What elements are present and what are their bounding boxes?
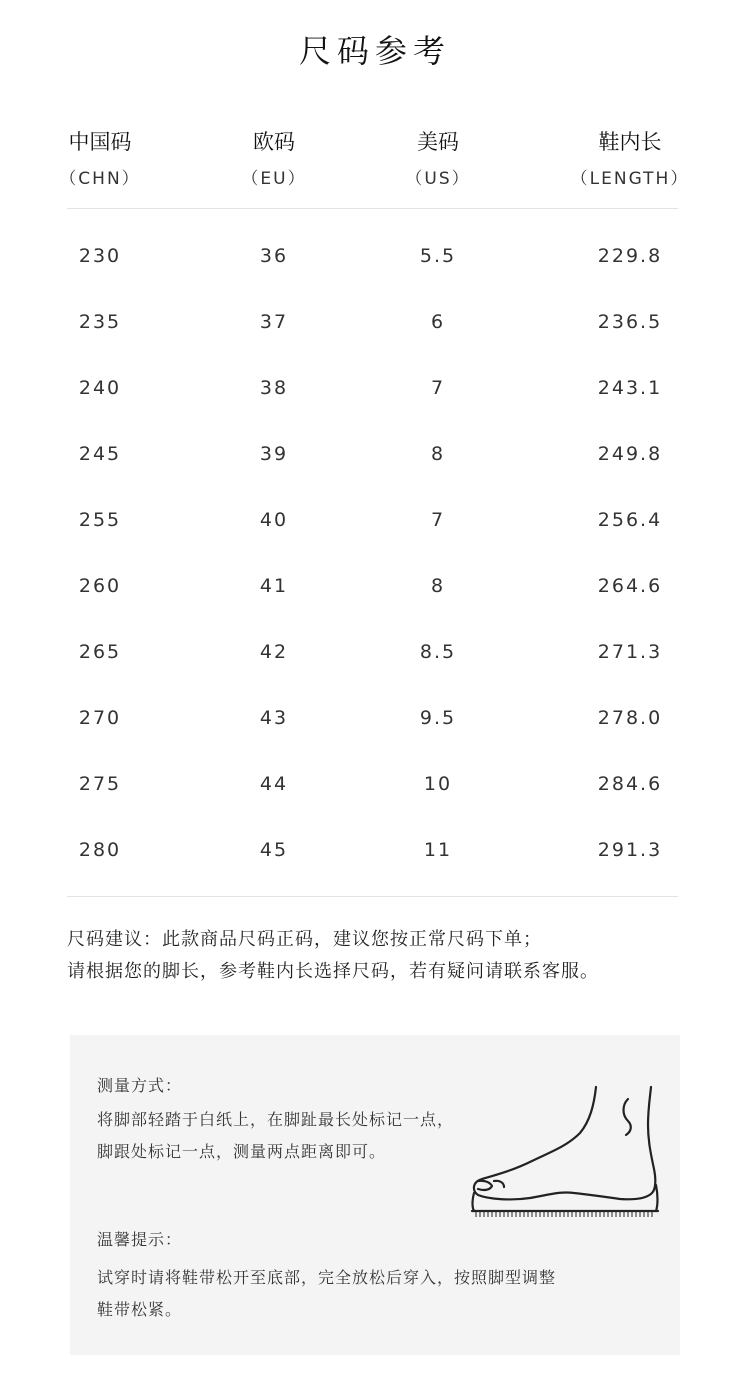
header-us-name: 美码 — [417, 130, 459, 154]
measure-line1: 将脚部轻踏于白纸上，在脚趾最长处标记一点， — [97, 1110, 455, 1129]
size-advice-line2: 请根据您的脚长，参考鞋内长选择尺码，若有疑问请联系客服。 — [67, 961, 599, 982]
cell-us: 8.5 — [419, 641, 457, 663]
size-advice-line1: 尺码建议：此款商品尺码正码，建议您按正常尺码下单； — [67, 929, 542, 950]
header-eu-unit: （EU） — [241, 169, 307, 189]
header-eu-name: 欧码 — [253, 130, 295, 154]
cell-chn: 270 — [78, 707, 122, 729]
tips-line2: 鞋带松紧。 — [97, 1300, 183, 1319]
cell-chn: 280 — [78, 839, 122, 861]
header-eu — [214, 126, 334, 189]
measure-line2: 脚跟处标记一点，测量两点距离即可。 — [97, 1142, 387, 1161]
header-chn-unit: （CHN） — [59, 169, 141, 189]
cell-length: 284.6 — [597, 773, 663, 795]
cell-chn: 240 — [78, 377, 122, 399]
page-title: 尺码参考 — [298, 32, 451, 70]
cell-us: 8 — [430, 575, 446, 597]
cell-eu: 44 — [259, 773, 289, 795]
cell-length: 264.6 — [597, 575, 663, 597]
size-advice — [67, 924, 707, 988]
table-top-divider — [67, 208, 678, 209]
cell-eu: 37 — [259, 311, 289, 333]
cell-length: 243.1 — [597, 377, 663, 399]
cell-us: 11 — [423, 839, 453, 861]
cell-chn: 275 — [78, 773, 122, 795]
cell-eu: 45 — [259, 839, 289, 861]
cell-eu: 38 — [259, 377, 289, 399]
cell-length: 271.3 — [597, 641, 663, 663]
cell-length: 229.8 — [597, 245, 663, 267]
cell-length: 256.4 — [597, 509, 663, 531]
cell-chn: 260 — [78, 575, 122, 597]
measure-title: 测量方式： — [97, 1076, 183, 1095]
foot-on-ruler-icon — [470, 1085, 666, 1217]
cell-chn: 235 — [78, 311, 122, 333]
tips-title: 温馨提示： — [97, 1230, 183, 1249]
cell-chn: 230 — [78, 245, 122, 267]
cell-chn: 265 — [78, 641, 122, 663]
cell-eu: 39 — [259, 443, 289, 465]
cell-eu: 40 — [259, 509, 289, 531]
cell-us: 5.5 — [419, 245, 457, 267]
cell-us: 7 — [430, 377, 446, 399]
header-us-unit: （US） — [405, 169, 471, 189]
cell-length: 249.8 — [597, 443, 663, 465]
header-length — [560, 126, 700, 189]
cell-chn: 245 — [78, 443, 122, 465]
cell-length: 291.3 — [597, 839, 663, 861]
table-bottom-divider — [67, 896, 678, 897]
header-chn — [40, 126, 160, 189]
cell-us: 6 — [430, 311, 446, 333]
tips-line1: 试穿时请将鞋带松开至底部，完全放松后穿入，按照脚型调整 — [97, 1268, 557, 1287]
cell-eu: 42 — [259, 641, 289, 663]
header-chn-name: 中国码 — [68, 130, 132, 154]
cell-length: 278.0 — [597, 707, 663, 729]
header-length-name: 鞋内长 — [598, 130, 662, 154]
header-us — [378, 126, 498, 189]
cell-eu: 36 — [259, 245, 289, 267]
cell-us: 9.5 — [419, 707, 457, 729]
cell-eu: 41 — [259, 575, 289, 597]
cell-chn: 255 — [78, 509, 122, 531]
cell-us: 10 — [423, 773, 453, 795]
measure-info-panel — [70, 1035, 680, 1355]
cell-eu: 43 — [259, 707, 289, 729]
cell-length: 236.5 — [597, 311, 663, 333]
header-length-unit: （LENGTH） — [570, 169, 690, 189]
cell-us: 7 — [430, 509, 446, 531]
cell-us: 8 — [430, 443, 446, 465]
